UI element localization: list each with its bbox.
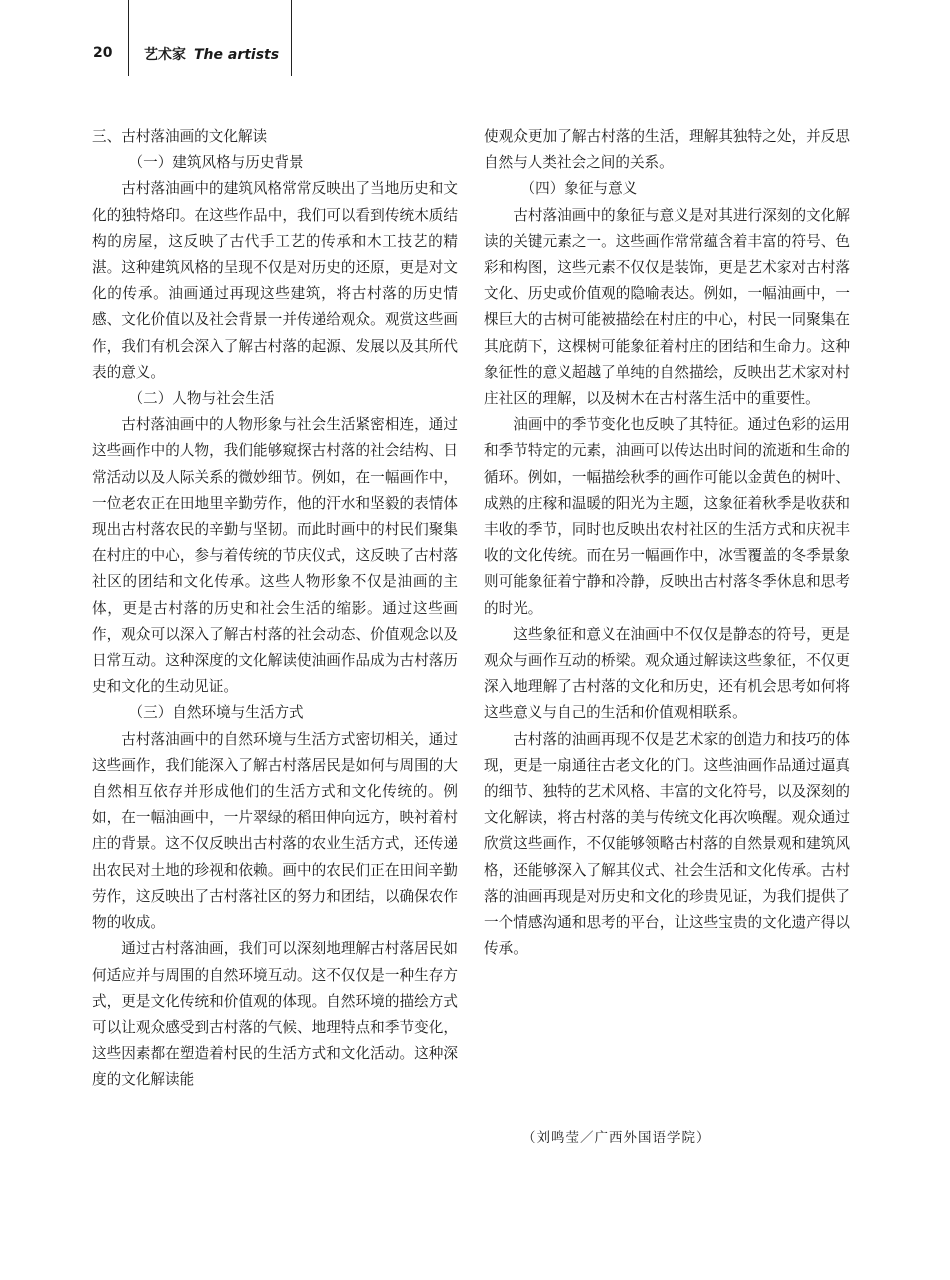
subsection-heading: （一）建筑风格与历史背景	[128, 154, 304, 172]
subsection-heading: （四）象征与意义	[520, 180, 638, 198]
body-paragraph: 这些象征和意义在油画中不仅仅是静态的符号，更是观众与画作互动的桥梁。观众通过解读这些象征，不仅更深入地理解了古村落的文化和历史，还有机会思考如何将这些意义与自己的生活和价值观相联系。	[484, 625, 850, 722]
running-header	[144, 44, 279, 64]
header-divider-left	[128, 0, 129, 76]
body-paragraph: 古村落油画中的自然环境与生活方式密切相关，通过这些画作，我们能深入了解古村落居民是如何与周围的大自然相互依存并形成他们的生活方式和文化传统的。例如，在一幅油画中，一片翠绿的稻田伸向远方，映衬着村庄的背景。这不仅反映出古村落的农业生活方式，还传递出农民对土地的珍视和依赖。画中的农民们正在田间辛勤劳作，这反映出了古村落社区的努力和团结，以确保农作物的收成。	[92, 730, 458, 932]
body-paragraph: 古村落油画中的象征与意义是对其进行深刻的文化解读的关键元素之一。这些画作常常蕴含着丰富的符号、色彩和构图，这些元素不仅仅是装饰，更是艺术家对古村落文化、历史或价值观的隐喻表达。例如，一幅油画中，一棵巨大的古树可能被描绘在村庄的中心，村民一同聚集在其庇荫下，这棵树可能象征着村庄的团结和生命力。这种象征性的意义超越了单纯的自然描绘，反映出艺术家对村庄社区的理解，以及树木在古村落生活中的重要性。	[484, 206, 850, 408]
author-byline: （刘鸣莹／广西外国语学院）	[522, 1130, 711, 1146]
magazine-title-en: The artists	[194, 47, 280, 63]
magazine-title-cn: 艺术家	[144, 47, 186, 63]
subsection-heading: （三）自然环境与生活方式	[128, 704, 304, 722]
body-paragraph: 通过古村落油画，我们可以深刻地理解古村落居民如何适应并与周围的自然环境互动。这不仅仅是一种生存方式，更是文化传统和价值观的体现。自然环境的描绘方式可以让观众感受到古村落的气候、地理特点和季节变化，这些因素都在塑造着村民的生活方式和文化活动。这种深度的文化解读能	[92, 940, 458, 1089]
left-column	[92, 124, 458, 1094]
body-paragraph: 古村落油画中的人物形象与社会生活紧密相连，通过这些画作中的人物，我们能够窥探古村落的社会结构、日常活动以及人际关系的微妙细节。例如，在一幅画作中，一位老农正在田地里辛勤劳作，他的汗水和坚毅的表情体现出古村落农民的辛勤与坚韧。而此时画中的村民们聚集在村庄的中心，参与着传统的节庆仪式，这反映了古村落社区的团结和文化传承。这些人物形象不仅是油画的主体，更是古村落的历史和社会生活的缩影。通过这些画作，观众可以深入了解古村落的社会动态、价值观念以及日常互动。这种深度的文化解读使油画作品成为古村落历史和文化的生动见证。	[92, 416, 458, 696]
page-number: 20	[93, 45, 113, 61]
subsection-heading: （二）人物与社会生活	[128, 390, 275, 408]
body-paragraph-continued: 使观众更加了解古村落的生活，理解其独特之处，并反思自然与人类社会之间的关系。	[484, 128, 850, 172]
section-heading: 三、古村落油画的文化解读	[92, 128, 268, 145]
body-paragraph: 油画中的季节变化也反映了其特征。通过色彩的运用和季节特定的元素，油画可以传达出时间的流逝和生命的循环。例如，一幅描绘秋季的画作可能以金黄色的树叶、成熟的庄稼和温暖的阳光为主题，这象征着秋季是收获和丰收的季节，同时也反映出农村社区的生活方式和庆祝丰收的文化传统。而在另一幅画作中，冰雪覆盖的冬季景象则可能象征着宁静和冷静，反映出古村落冬季休息和思考的时光。	[484, 416, 850, 617]
body-paragraph: 古村落油画中的建筑风格常常反映出了当地历史和文化的独特烙印。在这些作品中，我们可以看到传统木质结构的房屋，这反映了古代手工艺的传承和木工技艺的精湛。这种建筑风格的呈现不仅是对历史的还原，更是对文化的传承。油画通过再现这些建筑，将古村落的历史情感、文化价值以及社会背景一并传递给观众。观赏这些画作，我们有机会深入了解古村落的起源、发展以及其所代表的意义。	[92, 180, 458, 381]
right-column	[484, 124, 850, 963]
header-divider-right	[291, 0, 292, 76]
body-paragraph: 古村落的油画再现不仅是艺术家的创造力和技巧的体现，更是一扇通往古老文化的门。这些油画作品通过逼真的细节、独特的艺术风格、丰富的文化符号，以及深刻的文化解读，将古村落的美与传统文化再次唤醒。观众通过欣赏这些画作，不仅能够领略古村落的自然景观和建筑风格，还能够深入了解其仪式、社会生活和文化传承。古村落的油画再现是对历史和文化的珍贵见证，为我们提供了一个情感沟通和思考的平台，让这些宝贵的文化遗产得以传承。	[484, 730, 850, 958]
